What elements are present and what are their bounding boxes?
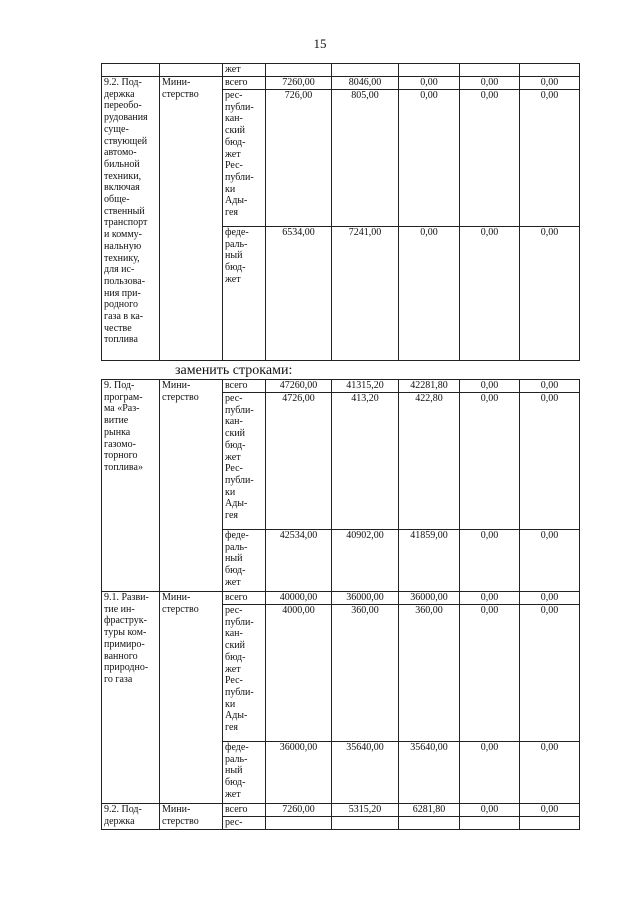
value-cell: 40000,00 <box>266 592 332 605</box>
value-cell: 36000,00 <box>332 592 399 605</box>
measure-name: 9.1. Разви- тие ин- фраструк- туры ком- примиро- ванного природно- го газа <box>102 592 160 804</box>
value-cell: 0,00 <box>460 592 520 605</box>
value-cell: 0,00 <box>520 530 580 592</box>
value-cell: 360,00 <box>399 605 460 742</box>
value-cell: 0,00 <box>460 804 520 817</box>
value-cell: 0,00 <box>460 605 520 742</box>
source-cell: рес- публи- кан- ский бюд- жет Рес- публи- ки Ады- гея <box>223 605 266 742</box>
measure-name: 9.2. Под- держка переобо- рудования суще- ствующей автомо- бильной техники, включая обще- ственный транспорт и комму- нальную технику, для ис- пользова- ния при- родного газа в ка- честве топлива <box>102 77 160 361</box>
value-cell: 0,00 <box>460 742 520 804</box>
value-cell: 0,00 <box>520 605 580 742</box>
value-cell: 422,80 <box>399 393 460 530</box>
value-cell: 36000,00 <box>399 592 460 605</box>
value-cell: 0,00 <box>520 742 580 804</box>
executor-cell: Мини- стерство <box>160 77 223 361</box>
value-cell: 7260,00 <box>266 804 332 817</box>
source-cell: феде- раль- ный бюд- жет <box>223 742 266 804</box>
source-cell: феде- раль- ный бюд- жет <box>223 227 266 361</box>
source-cell: всего <box>223 380 266 393</box>
value-cell: 0,00 <box>399 227 460 361</box>
value-cell: 41315,20 <box>332 380 399 393</box>
value-cell: 42281,80 <box>399 380 460 393</box>
value-cell: 6281,80 <box>399 804 460 817</box>
value-cell: 7260,00 <box>266 77 332 90</box>
value-cell: 0,00 <box>399 90 460 227</box>
value-cell: 35640,00 <box>332 742 399 804</box>
value-cell: 5315,20 <box>332 804 399 817</box>
value-cell: 0,00 <box>460 393 520 530</box>
value-cell: 0,00 <box>399 77 460 90</box>
value-cell: 726,00 <box>266 90 332 227</box>
value-cell: 0,00 <box>520 804 580 817</box>
table-row <box>102 592 580 605</box>
page-number: 15 <box>313 36 327 51</box>
value-cell: 0,00 <box>520 592 580 605</box>
value-cell: 0,00 <box>460 380 520 393</box>
value-cell: 7241,00 <box>332 227 399 361</box>
new-rows-table <box>101 379 580 830</box>
value-cell: 360,00 <box>332 605 399 742</box>
source-cell: всего <box>223 592 266 605</box>
value-cell: 40902,00 <box>332 530 399 592</box>
source-cell: рес- публи- кан- ский бюд- жет Рес- публи- ки Ады- гея <box>223 90 266 227</box>
measure-name: 9.2. Под- держка <box>102 804 160 830</box>
old-rows-table <box>101 63 580 361</box>
value-cell: 6534,00 <box>266 227 332 361</box>
source-cell: феде- раль- ный бюд- жет <box>223 530 266 592</box>
value-cell: 0,00 <box>460 530 520 592</box>
value-cell: 0,00 <box>460 227 520 361</box>
value-cell: 413,20 <box>332 393 399 530</box>
source-cell: рес- <box>223 817 266 830</box>
continued-row <box>102 64 580 77</box>
value-cell: 0,00 <box>520 77 580 90</box>
value-cell: 4000,00 <box>266 605 332 742</box>
executor-cell: Мини- стерство <box>160 804 223 830</box>
source-cell: жет <box>223 64 266 77</box>
value-cell: 42534,00 <box>266 530 332 592</box>
value-cell: 0,00 <box>520 380 580 393</box>
value-cell: 0,00 <box>520 90 580 227</box>
executor-cell: Мини- стерство <box>160 592 223 804</box>
replace-heading: заменить строками: <box>175 363 293 378</box>
table-row <box>102 804 580 817</box>
value-cell: 0,00 <box>520 393 580 530</box>
value-cell: 35640,00 <box>399 742 460 804</box>
value-cell: 4726,00 <box>266 393 332 530</box>
value-cell: 41859,00 <box>399 530 460 592</box>
measure-name: 9. Под- програм- ма «Раз- витие рынка газомо- торного топлива» <box>102 380 160 592</box>
executor-cell: Мини- стерство <box>160 380 223 592</box>
value-cell: 0,00 <box>460 90 520 227</box>
value-cell: 0,00 <box>460 77 520 90</box>
value-cell: 0,00 <box>520 227 580 361</box>
value-cell: 805,00 <box>332 90 399 227</box>
source-cell: всего <box>223 804 266 817</box>
value-cell: 47260,00 <box>266 380 332 393</box>
value-cell: 36000,00 <box>266 742 332 804</box>
value-cell: 8046,00 <box>332 77 399 90</box>
table-row <box>102 77 580 90</box>
table-row <box>102 380 580 393</box>
source-cell: рес- публи- кан- ский бюд- жет Рес- публи- ки Ады- гея <box>223 393 266 530</box>
source-cell: всего <box>223 77 266 90</box>
